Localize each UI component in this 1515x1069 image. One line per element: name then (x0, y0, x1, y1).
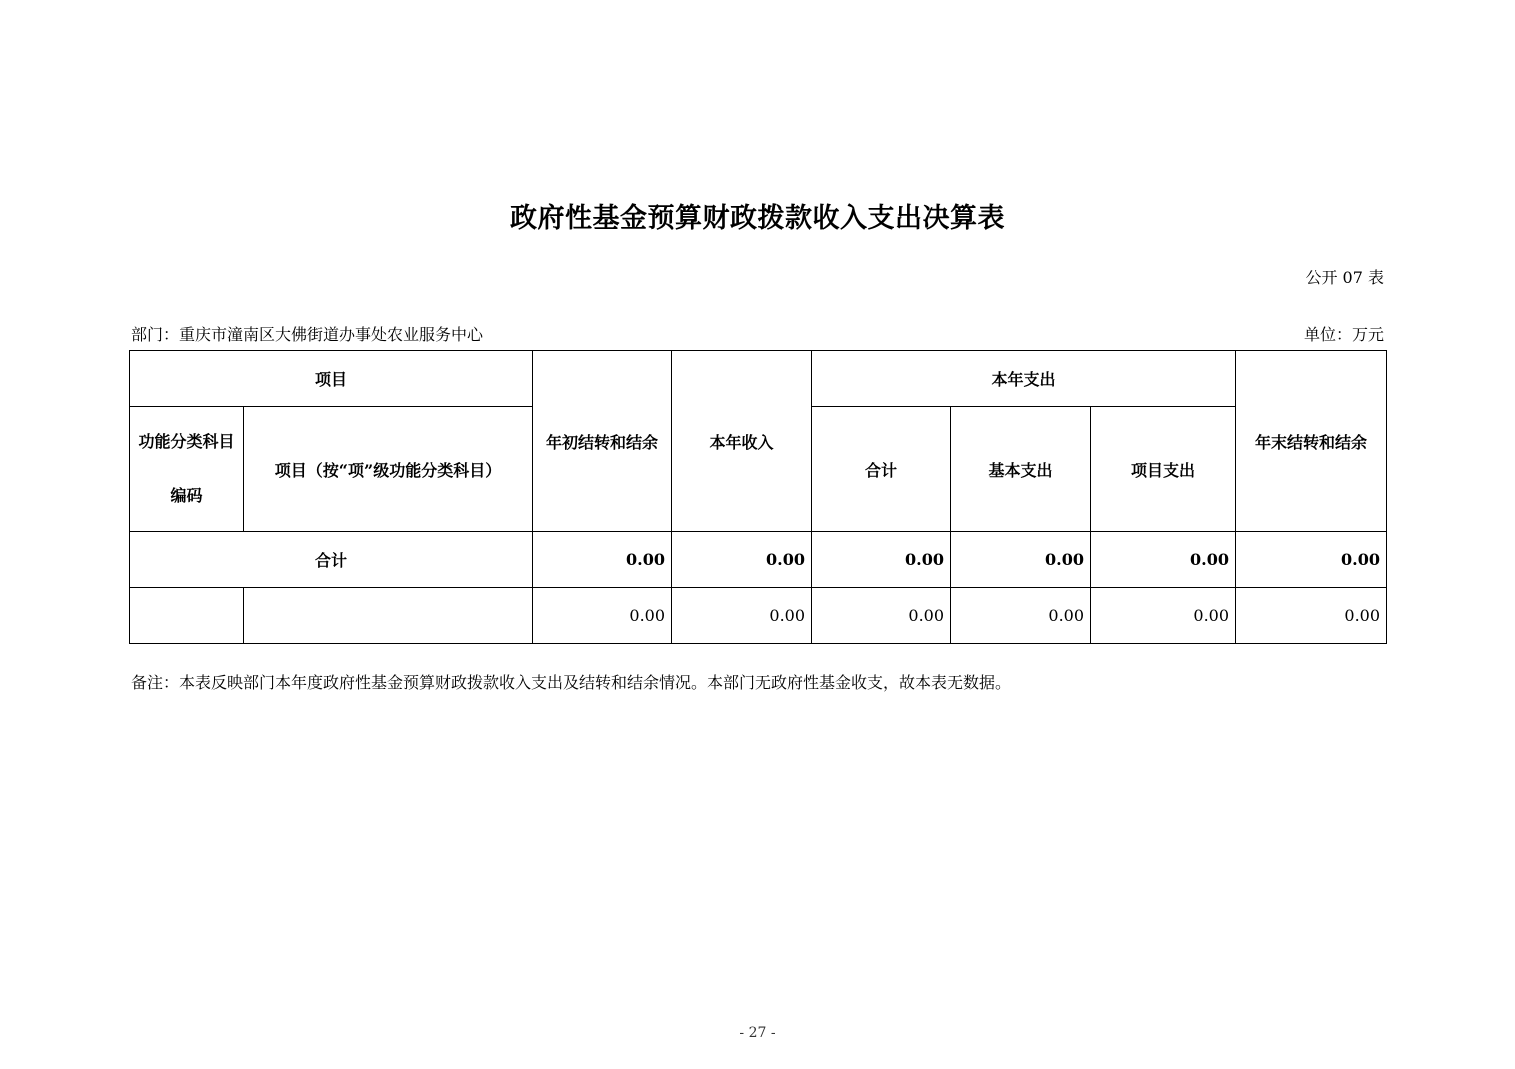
total-expense-total: 0.00 (812, 532, 951, 588)
total-opening-balance: 0.00 (533, 532, 672, 588)
row-project-name (244, 588, 533, 644)
total-row (130, 532, 1387, 588)
total-current-income: 0.00 (672, 532, 812, 588)
row-current-income: 0.00 (672, 588, 812, 644)
header-basic-expense: 基本支出 (951, 407, 1091, 532)
header-function-code-line1: 功能分类科目 (138, 432, 235, 451)
total-project-expense: 0.00 (1091, 532, 1236, 588)
page-number: - 27 - (739, 1025, 776, 1041)
row-function-code (130, 588, 244, 644)
header-row-1 (130, 351, 1387, 407)
row-closing-balance: 0.00 (1236, 588, 1387, 644)
row-opening-balance: 0.00 (533, 588, 672, 644)
header-function-code (130, 407, 244, 532)
fund-table (129, 350, 1387, 644)
total-basic-expense: 0.00 (951, 532, 1091, 588)
header-project-expense: 项目支出 (1091, 407, 1236, 532)
row-basic-expense: 0.00 (951, 588, 1091, 644)
header-closing-balance: 年末结转和结余 (1236, 351, 1387, 532)
unit-label: 单位：万元 (1303, 325, 1384, 344)
header-function-code-line2: 编码 (170, 486, 203, 505)
footnote: 备注：本表反映部门本年度政府性基金预算财政拨款收入支出及结转和结余情况。本部门无政府性基金收支，故本表无数据。 (131, 673, 1012, 692)
header-current-expense: 本年支出 (812, 351, 1236, 407)
header-opening-balance: 年初结转和结余 (533, 351, 672, 532)
header-project: 项目 (130, 351, 533, 407)
header-current-income: 本年收入 (672, 351, 812, 532)
header-project-by-item: 项目（按“项”级功能分类科目） (244, 407, 533, 532)
row-project-expense: 0.00 (1091, 588, 1236, 644)
row-expense-total: 0.00 (812, 588, 951, 644)
total-label: 合计 (130, 532, 533, 588)
table-row (130, 588, 1387, 644)
page-title: 政府性基金预算财政拨款收入支出决算表 (510, 203, 1005, 234)
total-closing-balance: 0.00 (1236, 532, 1387, 588)
form-number: 公开 07 表 (1305, 268, 1384, 287)
header-expense-total: 合计 (812, 407, 951, 532)
department-label: 部门：重庆市潼南区大佛街道办事处农业服务中心 (131, 325, 484, 344)
